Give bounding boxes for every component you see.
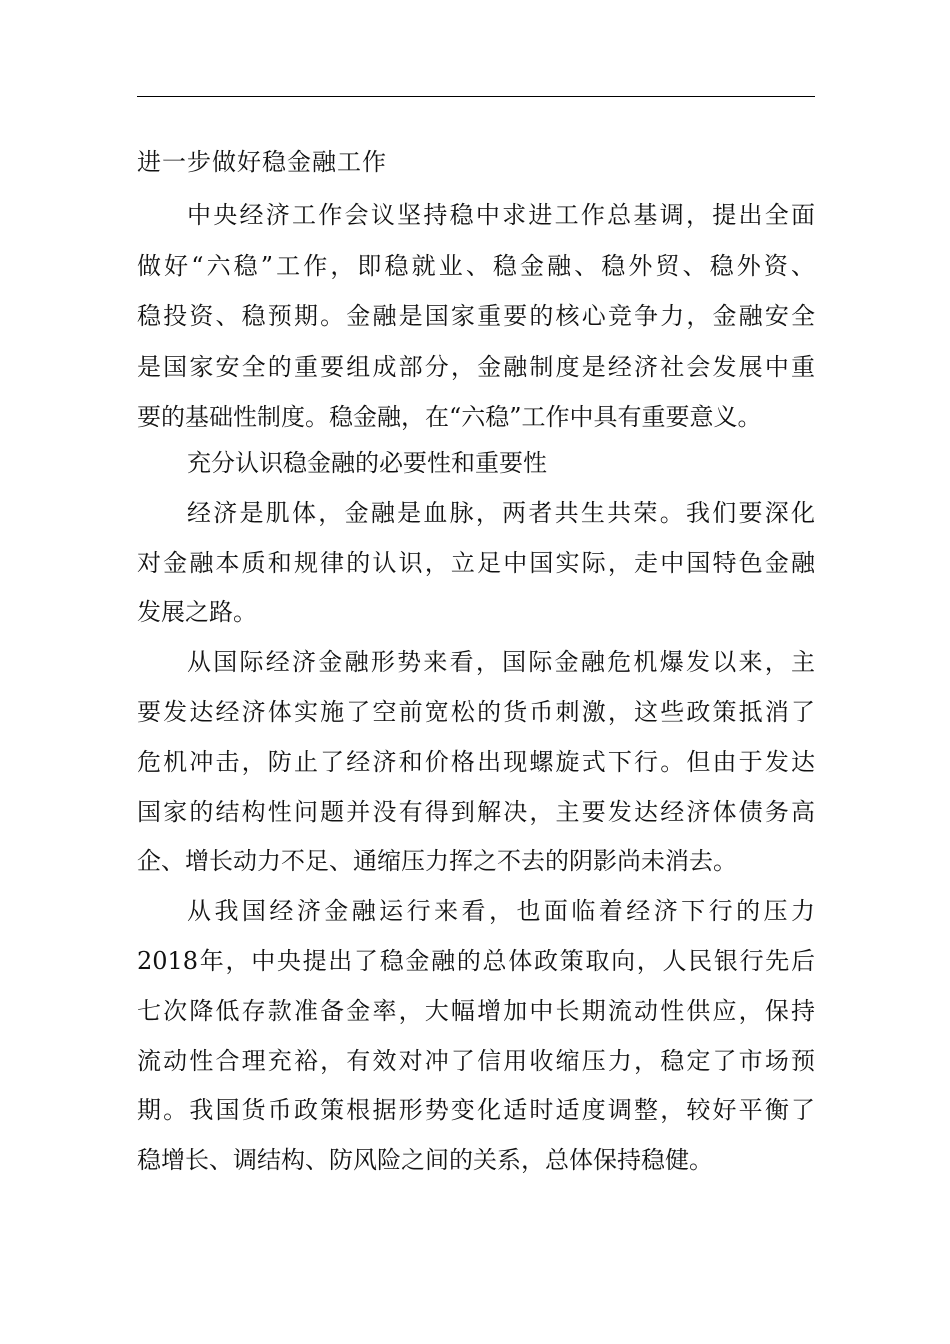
text-line: 从我国经济金融运行来看，也面临着经济下行的压力 [187,897,815,925]
text-line: 七次降低存款准备金率，大幅增加中长期流动性供应，保持 [137,997,815,1025]
text-line: 企、增长动力不足、通缩压力挥之不去的阴影尚未消去。 [137,847,737,875]
text-line: 期。我国货币政策根据形势变化适时适度调整，较好平衡了 [137,1096,815,1124]
text-line: 危机冲击，防止了经济和价格出现螺旋式下行。但由于发达 [137,748,815,776]
text-line: 对金融本质和规律的认识，立足中国实际，走中国特色金融 [137,549,815,577]
text-line: 中央经济工作会议坚持稳中求进工作总基调，提出全面 [187,201,815,229]
text-line: 做好“六稳”工作，即稳就业、稳金融、稳外贸、稳外资、 [137,252,815,280]
text-line: 流动性合理充裕，有效对冲了信用收缩压力，稳定了市场预 [137,1047,815,1075]
header-rule [137,96,815,97]
text-line: 稳投资、稳预期。金融是国家重要的核心竞争力，金融安全 [137,302,815,330]
text-line: 国家的结构性问题并没有得到解决，主要发达经济体债务高 [137,798,815,826]
text-line: 从国际经济金融形势来看，国际金融危机爆发以来，主 [187,648,815,676]
text-line: 要发达经济体实施了空前宽松的货币刺激，这些政策抵消了 [137,698,815,726]
text-line: 是国家安全的重要组成部分，金融制度是经济社会发展中重 [137,353,815,381]
text-line: 2018年，中央提出了稳金融的总体政策取向，人民银行先后 [137,947,815,975]
text-line: 要的基础性制度。稳金融，在“六稳”工作中具有重要意义。 [137,403,762,431]
document-title: 进一步做好稳金融工作 [137,148,387,176]
text-line: 稳增长、调结构、防风险之间的关系，总体保持稳健。 [137,1146,713,1174]
text-line: 发展之路。 [137,598,257,626]
text-line: 经济是肌体，金融是血脉，两者共生共荣。我们要深化 [187,499,815,527]
section-heading: 充分认识稳金融的必要性和重要性 [187,449,547,477]
